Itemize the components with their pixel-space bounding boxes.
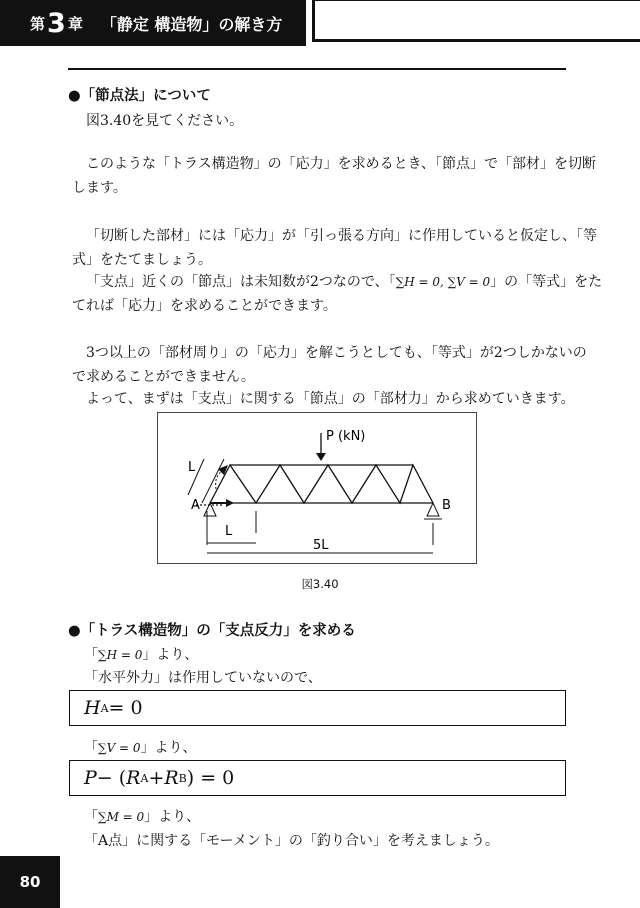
paragraph: 3つ以上の「部材周り」の「応力」を解こうとしても、「等式」が2つしかないの — [86, 345, 587, 361]
label-A: A — [191, 498, 200, 513]
paragraph: 式」をたてましょう。 — [72, 252, 212, 268]
page-number: 80 — [0, 856, 60, 908]
eq-sub: A — [140, 771, 149, 785]
label-5L: 5L — [313, 538, 329, 553]
equation-box-2 — [69, 760, 566, 796]
paragraph — [86, 271, 602, 291]
force-arrowhead-horizontal — [226, 499, 234, 507]
label-L-bottom: L — [225, 524, 233, 539]
eq-part: − ( — [96, 767, 127, 789]
paragraph: 「切断した部材」には「応力」が「引っ張る方向」に作用していると仮定し、「等 — [86, 228, 597, 244]
eq-sub: A — [100, 701, 109, 715]
roller-support-b — [427, 503, 439, 516]
header-frame — [312, 0, 640, 42]
text: 「支点」近くの「節点」は未知数が2つなので、「 — [86, 274, 396, 290]
truss-figure — [157, 412, 477, 564]
eq-var: H — [84, 697, 101, 719]
formula: ∑M = 0 — [98, 810, 145, 824]
paragraph: よって、まずは「支点」に関する「節点」の「部材力」から求めていきます。 — [86, 391, 575, 407]
text: 」より、 — [144, 809, 201, 825]
figure-caption: 図3.40 — [301, 577, 339, 591]
eq-part: R — [126, 767, 141, 789]
chapter-header — [0, 0, 306, 46]
eq-part: + — [148, 767, 165, 789]
truss-diagram — [158, 413, 478, 565]
formula: ∑V = 0 — [98, 741, 141, 755]
section-heading-support-reaction: ●「トラス構造物」の「支点反力」を求める — [68, 623, 356, 639]
label-L-diagonal: L — [188, 460, 196, 475]
paragraph: 「A点」に関する「モーメント」の「釣り合い」を考えましょう。 — [84, 833, 499, 849]
paragraph: このような「トラス構造物」の「応力」を求めるとき、「節点」で「部材」を切断 — [86, 156, 597, 172]
formula: ∑H = 0, ∑V = 0 — [395, 275, 491, 289]
eq-part: P — [84, 767, 97, 789]
chapter-prefix: 第 — [30, 14, 46, 33]
paragraph: てれば「応力」を求めることができます。 — [72, 298, 337, 314]
chapter-title: 「静定 構造物」の解き方 — [100, 14, 283, 34]
load-arrowhead — [316, 453, 326, 461]
eq-sub: B — [178, 771, 187, 785]
paragraph: 図3.40を見てください。 — [86, 113, 244, 129]
formula: ∑H = 0 — [98, 648, 143, 662]
label-B: B — [442, 498, 451, 513]
chapter-suffix: 章 — [67, 14, 83, 33]
eq-part: ) = 0 — [186, 767, 235, 789]
paragraph: 「水平外力」は作用していないので、 — [84, 670, 322, 686]
section-heading-node-method: ●「節点法」について — [68, 88, 211, 104]
paragraph: します。 — [72, 180, 127, 196]
paragraph: 「∑V = 0」より、 — [84, 740, 197, 756]
load-label: P (kN) — [326, 429, 366, 444]
top-rule — [68, 68, 566, 70]
text: 」の「等式」をた — [490, 274, 603, 290]
text: 」より、 — [140, 740, 197, 756]
equation-box-1 — [69, 690, 566, 726]
paragraph: 「∑H = 0」より、 — [84, 647, 199, 663]
web-members — [210, 465, 433, 503]
paragraph: で求めることができません。 — [72, 369, 255, 385]
chapter-number: 3 — [47, 7, 66, 39]
paragraph: 「∑M = 0」より、 — [84, 809, 201, 825]
text: 」より、 — [142, 647, 199, 663]
eq-rest: = 0 — [108, 697, 143, 719]
eq-part: R — [164, 767, 179, 789]
